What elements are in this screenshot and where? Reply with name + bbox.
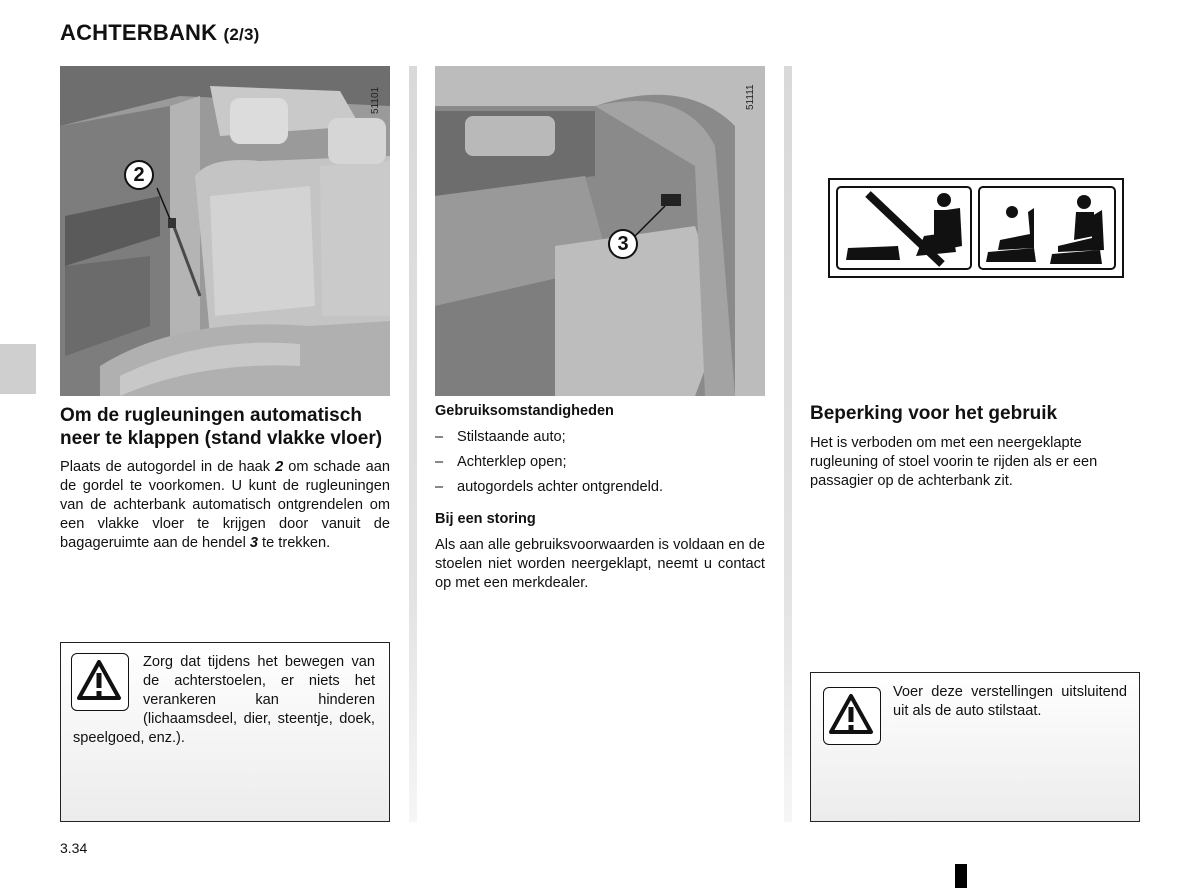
restriction-section: [810, 402, 1140, 491]
callout-3: 3: [608, 229, 638, 259]
warning-box-stationary: [810, 672, 1140, 822]
warning-box-seats: [60, 642, 390, 822]
occupied-seats-pictogram: [978, 186, 1116, 270]
restriction-text: Het is verboden om met een neergeklapte rugleuning of stoel voorin te rijden als er een passagier op de achterbank zit.: [810, 435, 1098, 489]
ref-hook-2: 2: [275, 459, 284, 475]
trunk-illustration: [435, 66, 765, 396]
folding-paragraph: [60, 458, 390, 553]
condition-item: – autogordels achter ontgrendeld.: [435, 479, 664, 495]
ref-lever-3: 3: [249, 535, 258, 551]
condition-item: – Achterklep open;: [435, 454, 567, 470]
page-title-part: (2/3): [223, 25, 260, 44]
conditions-heading: Gebruiksomstandigheden: [435, 403, 614, 419]
folding-text-b: om schade aan de gordel te voorkomen. U kunt de rugleuningen van de achterbank automatisch ontgrendelen om een vlakke vloer te krijgen door vanuit de bagageruimte aan de hendel: [60, 459, 390, 551]
no-folded-seat-pictogram: [836, 186, 972, 270]
photo-code: 51111: [745, 84, 756, 110]
folding-text-a: Plaats de autogordel in de haak: [60, 459, 276, 475]
warning-text-stationary: Voer deze verstellingen uitsluitend uit als de auto stilstaat.: [893, 684, 1127, 719]
fault-heading: Bij een storing: [435, 511, 536, 527]
folding-section: [60, 404, 390, 553]
usage-pictograms: [828, 178, 1124, 278]
warning-icon: [823, 687, 881, 745]
photo-code: 51101: [370, 86, 381, 114]
page-number: 3.34: [60, 840, 88, 856]
column-divider-2: [784, 66, 792, 822]
warning-text-seats-content: Zorg dat tijdens het bewegen van de achterstoelen, er niets het verankeren kan hinderen (lichaamsdeel, dier, steentje, doek, speelgoed, enz.).: [73, 654, 375, 746]
trunk-photo: [435, 66, 765, 396]
page-title-text: ACHTERBANK: [60, 20, 218, 45]
chapter-tab: [0, 344, 36, 394]
fault-text: Als aan alle gebruiksvoorwaarden is voldaan en de stoelen niet worden neergeklapt, neemt u contact op met een merkdealer.: [435, 537, 765, 591]
page-title: [60, 20, 260, 46]
callout-2: 2: [124, 160, 154, 190]
section-heading-restriction: Beperking voor het gebruik: [810, 403, 1058, 424]
section-heading-folding: Om de rugleuningen automatisch neer te klappen (stand vlakke vloer): [60, 405, 383, 449]
column-divider-1: [409, 66, 417, 822]
rear-seat-photo: [60, 66, 390, 396]
rear-seat-illustration: [60, 66, 390, 396]
condition-item: – Stilstaande auto;: [435, 429, 566, 445]
warning-text-seats: [73, 653, 375, 748]
folding-text-c: te trekken.: [258, 535, 331, 551]
print-mark: [955, 864, 967, 888]
conditions-section: [435, 403, 765, 593]
conditions-list: [435, 429, 765, 495]
